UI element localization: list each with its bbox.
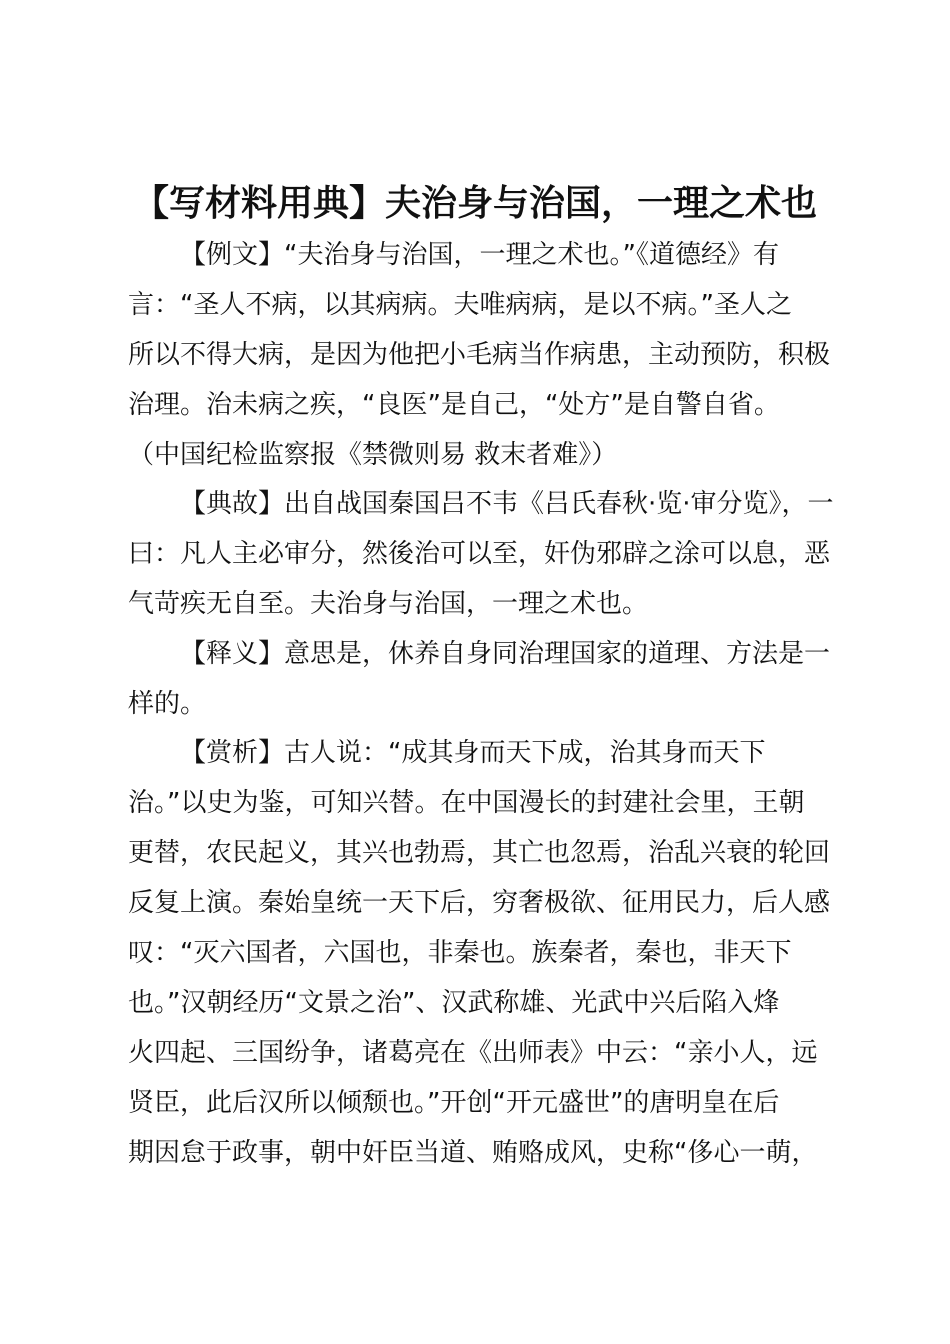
meaning-line: 【释义】意思是，休养自身同治理国家的道理、方法是一 [180,639,831,669]
meaning-line: 样的。 [128,689,207,719]
analysis-line: 也。”汉朝经历“文景之治”、汉武称雄、光武中兴后陷入烽 [128,988,780,1018]
meaning-section [128,629,838,729]
analysis-section [128,728,838,1178]
allusion-line: 【典故】出自战国秦国吕不韦《吕氏春秋·览·审分览》，一 [180,489,834,519]
allusion-line: 气苛疾无自至。夫治身与治国，一理之术也。 [128,589,649,619]
analysis-line: 叹：“灭六国者，六国也，非秦也。族秦者，秦也，非天下 [128,938,792,968]
article-title: 【写材料用典】夫治身与治国，一理之术也 [132,183,817,224]
example-source: （中国纪检监察报《禁微则易 救末者难》） [128,440,618,470]
analysis-line: 贤臣，此后汉所以倾颓也。”开创“开元盛世”的唐明皇在后 [128,1088,780,1118]
analysis-line: 更替，农民起义，其兴也勃焉，其亡也忽焉，治乱兴衰的轮回 [128,838,831,868]
example-line: 言：“圣人不病，以其病病。夫唯病病，是以不病。”圣人之 [128,290,792,320]
allusion-section [128,479,838,629]
example-line: 所以不得大病，是因为他把小毛病当作病患，主动预防，积极 [128,340,831,370]
analysis-line: 反复上演。秦始皇统一天下后，穷奢极欲、征用民力，后人感 [128,888,831,918]
analysis-line: 【赏析】古人说：“成其身而天下成，治其身而天下 [180,738,766,768]
analysis-line: 治。”以史为鉴，可知兴替。在中国漫长的封建社会里，王朝 [128,788,805,818]
example-line: 【例文】“夫治身与治国，一理之术也。”《道德经》有 [180,240,779,270]
analysis-line: 火四起、三国纷争，诸葛亮在《出师表》中云：“亲小人，远 [128,1038,818,1068]
allusion-line: 曰：凡人主必审分，然後治可以至，奸伪邪辟之涂可以息，恶 [128,539,831,569]
example-section [128,230,838,480]
analysis-line: 期因怠于政事，朝中奸臣当道、贿赂成风，史称“侈心一萌， [128,1138,818,1168]
example-line: 治理。治未病之疾，“良医”是自己，“处方”是自警自省。 [128,390,780,420]
